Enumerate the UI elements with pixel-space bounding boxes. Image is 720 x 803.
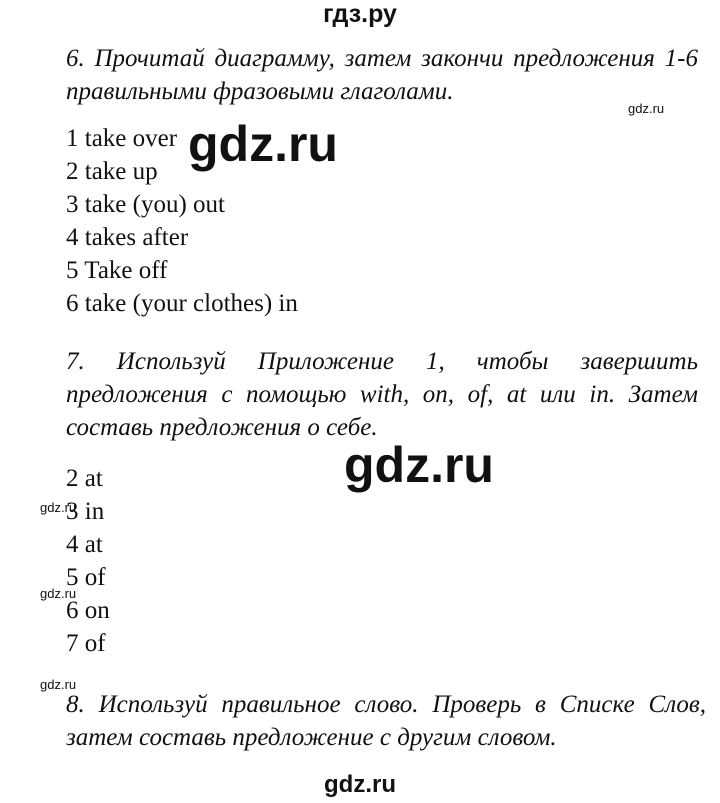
task-7-answer-7: 7 of	[66, 630, 106, 657]
watermark-small: gdz.ru	[628, 101, 665, 116]
task-7-answer-4: 4 at	[66, 531, 103, 558]
task-6-text: 6. Прочитай диаграмму, затем закончи предложения 1-6 правильными фразовыми глаголами.	[66, 45, 698, 105]
watermark-small: gdz.ru	[40, 586, 77, 601]
site-header: гдз.ру	[323, 0, 397, 28]
task-7-text: 7. Используй Приложение 1, чтобы завершить предложения с помощью with, on, of, at или in. Затем составь предложения о себе.	[66, 348, 698, 441]
task-6-answer-1: 1 take over	[66, 125, 178, 152]
task-6-answer-6: 6 take (your clothes) in	[66, 290, 298, 317]
task-6-answer-2: 2 take up	[66, 158, 158, 185]
task-7-answer-6: 6 on	[66, 597, 110, 624]
site-footer: gdz.ru	[324, 771, 396, 798]
watermark-large: gdz.ru	[344, 437, 494, 493]
watermark-small: gdz.ru	[40, 677, 77, 692]
task-7-answer-2: 2 at	[66, 465, 103, 492]
task-6-answer-4: 4 takes after	[66, 224, 189, 251]
task-7-answer-3: 3 in	[66, 498, 105, 525]
task-7-answer-5: 5 of	[66, 564, 106, 591]
watermark-large: gdz.ru	[188, 116, 338, 172]
watermark-small: gdz.ru	[40, 500, 77, 515]
task-6-answer-3: 3 take (you) out	[66, 191, 225, 218]
task-6-answer-5: 5 Take off	[66, 257, 168, 284]
task-8-text: 8. Используй правильное слово. Проверь в Списке Слов, затем составь предложение с другим словом.	[66, 691, 706, 751]
